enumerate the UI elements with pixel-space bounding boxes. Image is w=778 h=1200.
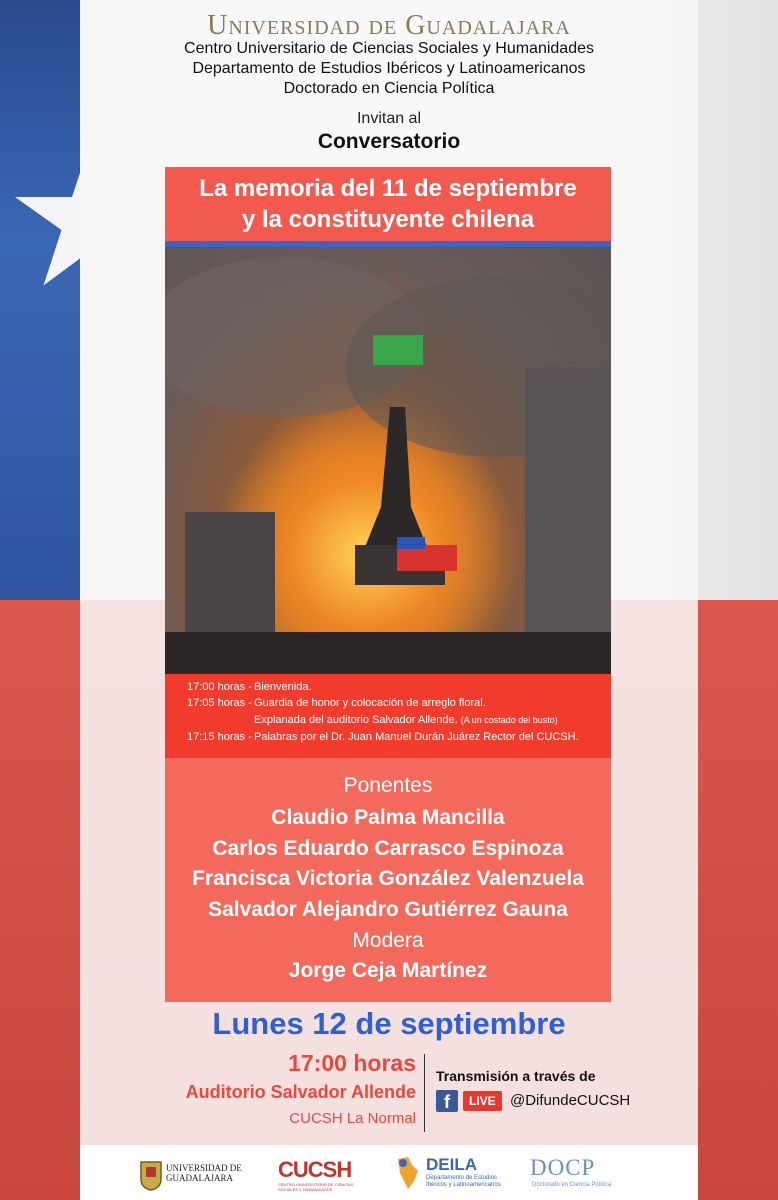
- schedule: [165, 674, 611, 758]
- speakers-label: Ponentes: [343, 774, 433, 797]
- event-title-line1: La memoria del 11 de septiembre: [199, 175, 577, 202]
- event-venue: Auditorio Salvador Allende: [185, 1082, 416, 1102]
- university-name: Universidad de Guadalajara: [207, 10, 571, 41]
- schedule-time: 17:15 horas -: [187, 731, 252, 743]
- info-divider: [424, 1054, 425, 1132]
- speaker-name: Salvador Alejandro Gutiérrez Gauna: [208, 898, 568, 921]
- speaker-name: Francisca Victoria González Valenzuela: [192, 867, 584, 890]
- cucsh-logo: CUCSH: [278, 1157, 352, 1182]
- facebook-handle[interactable]: @DifundeCUCSH: [510, 1092, 631, 1109]
- schedule-row: [187, 731, 579, 743]
- department-name: Departamento de Estudios Ibéricos y Latinoamericanos: [192, 60, 586, 77]
- speaker-name: Claudio Palma Mancilla: [271, 806, 505, 829]
- event-time: 17:00 horas: [288, 1050, 416, 1076]
- schedule-text: Explanada del auditorio Salvador Allende.: [254, 714, 458, 726]
- center-name: Centro Universitario de Ciencias Sociales y Humanidades: [184, 40, 594, 57]
- program-name: Doctorado en Ciencia Política: [283, 80, 495, 97]
- protest-scene-illustration: [165, 247, 611, 674]
- schedule-text: Bienvenida.: [254, 681, 312, 693]
- schedule-text: Palabras por el Dr. Juan Manuel Durán Juárez Rector del CUCSH.: [254, 731, 579, 743]
- moderator-name: Jorge Ceja Martínez: [288, 959, 488, 982]
- deila-logo-subtitle2: Ibéricos y Latinoamericanos: [426, 1182, 501, 1188]
- flag-blue-field: [0, 0, 80, 600]
- deila-logo: DEILA: [426, 1155, 477, 1174]
- event-title: [165, 167, 611, 242]
- deila-logo-subtitle1: Departamento de Estudios: [426, 1175, 498, 1181]
- schedule-row: [187, 681, 312, 693]
- udg-logo-line2: GUADALAJARA: [166, 1173, 233, 1183]
- live-badge[interactable]: LIVE: [463, 1091, 502, 1111]
- event-date: Lunes 12 de septiembre: [212, 1006, 566, 1041]
- docp-logo: DOCP: [530, 1155, 596, 1180]
- event-type: Conversatorio: [317, 130, 461, 153]
- udg-logo-line1: UNIVERSIDAD DE: [166, 1163, 242, 1173]
- speakers-box: [165, 758, 611, 1002]
- udg-shield-icon: [140, 1161, 162, 1191]
- schedule-text: Guardia de honor y colocación de arreglo floral.: [254, 697, 486, 709]
- schedule-note: (A un costado del busto): [460, 715, 558, 725]
- sponsor-logos: [80, 1145, 698, 1200]
- deila-map-icon: [394, 1155, 422, 1191]
- docp-logo-subtitle: Doctorado en Ciencia Política: [532, 1182, 612, 1188]
- moderator-label: Modera: [352, 929, 424, 952]
- protest-photo: [165, 247, 611, 674]
- schedule-row: [187, 697, 486, 709]
- streaming-label: Transmisión a través de: [436, 1068, 596, 1084]
- speaker-name: Carlos Eduardo Carrasco Espinoza: [212, 837, 564, 860]
- schedule-row: [187, 714, 558, 726]
- facebook-icon[interactable]: f: [436, 1090, 458, 1112]
- event-campus: CUCSH La Normal: [289, 1110, 416, 1127]
- schedule-time: 17:05 horas -: [187, 697, 252, 709]
- schedule-time: 17:00 horas -: [187, 681, 252, 693]
- cucsh-logo-subtitle: CENTRO UNIVERSITARIO DE CIENCIAS SOCIALES Y HUMANIDADES: [278, 1182, 354, 1192]
- event-title-line2: y la constituyente chilena: [241, 206, 535, 233]
- invite-text: Invitan al: [356, 110, 422, 127]
